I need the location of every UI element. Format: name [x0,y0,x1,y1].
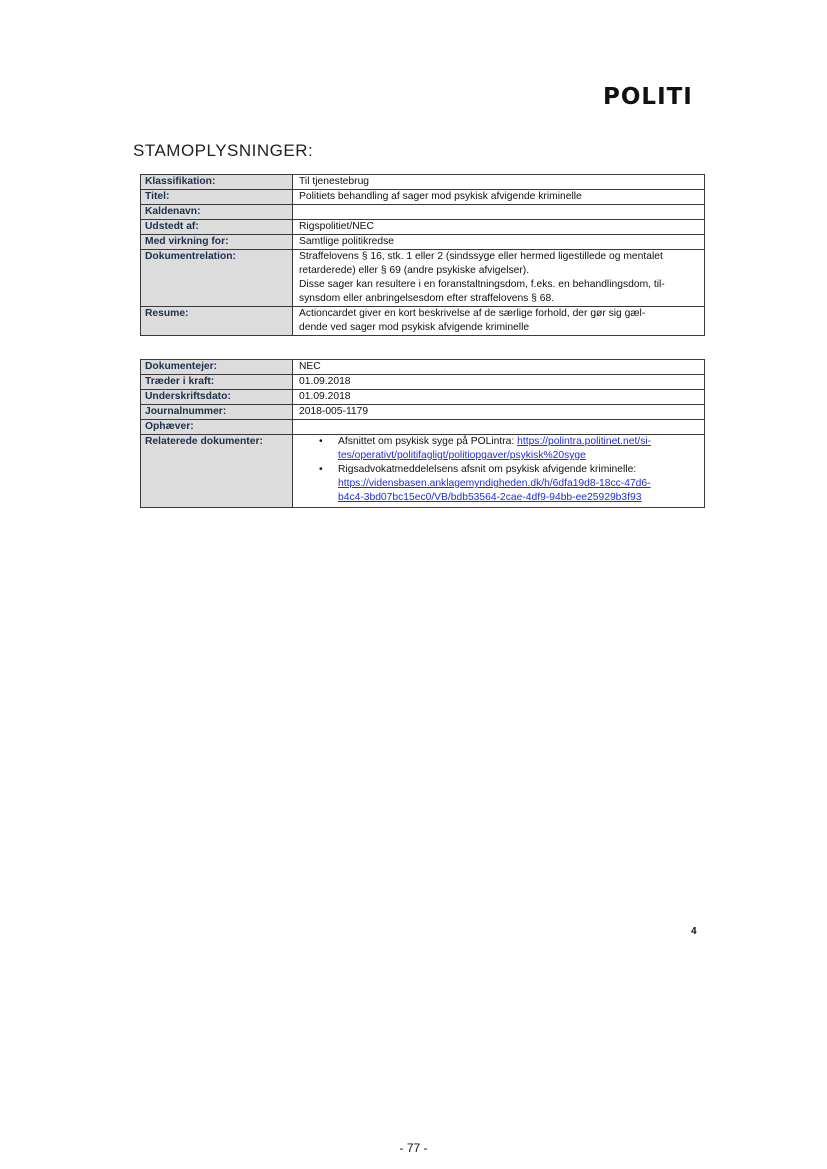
row-label: Klassifikation: [141,175,293,190]
text-line: Straffelovens § 16, stk. 1 eller 2 (sindssyge eller hermed ligestillede og mentalet [299,251,663,262]
table-row [141,175,705,190]
reference-text: Rigsadvokatmeddelelsens afsnit om psykisk afvigende kriminelle: [338,464,637,475]
table-row [141,390,705,405]
reference-text: Afsnittet om psykisk syge på POLintra: [338,436,518,447]
politi-logo: POLITI [603,84,693,110]
table-row [141,405,705,420]
document-meta-table [140,359,705,508]
row-value [293,205,705,220]
row-value: 01.09.2018 [293,375,705,390]
row-label: Dokumentejer: [141,360,293,375]
row-label: Dokumentrelation: [141,250,293,307]
row-label: Relaterede dokumenter: [141,435,293,508]
table-row [141,190,705,205]
row-value: Samtlige politikredse [293,235,705,250]
row-label: Udstedt af: [141,220,293,235]
table-row [141,420,705,435]
row-label: Ophæver: [141,420,293,435]
text-line: dende ved sager mod psykisk afvigende kriminelle [299,322,530,333]
table-row [141,375,705,390]
related-documents-list [299,435,698,507]
text-line: synsdom eller anbringelsesdom efter straffelovens § 68. [299,293,555,304]
text-line: Actioncardet giver en kort beskrivelse af de særlige forhold, der gør sig gæl- [299,308,646,319]
section-heading: STAMOPLYSNINGER: [133,141,314,160]
row-label: Kaldenavn: [141,205,293,220]
row-label: Resume: [141,307,293,336]
table-row [141,435,705,508]
page-number: 4 [691,926,697,937]
row-value: NEC [293,360,705,375]
row-value [293,420,705,435]
row-label: Titel: [141,190,293,205]
row-value: 01.09.2018 [293,390,705,405]
bullet-icon: • [319,464,323,475]
vidensbasen-link-continued[interactable]: b4c4-3bd07bc15ec0/VB/bdb53564-2cae-4df9-94bb-ee25929b3f93 [338,492,642,503]
row-value [293,307,705,336]
row-value: Til tjenestebrug [293,175,705,190]
bullet-icon: • [319,436,323,447]
row-value: Politiets behandling af sager mod psykisk afvigende kriminelle [293,190,705,205]
table-row [141,250,705,307]
row-label: Træder i kraft: [141,375,293,390]
row-label: Journalnummer: [141,405,293,420]
row-value [293,435,705,508]
table-row [141,307,705,336]
text-line: Disse sager kan resultere i en foranstaltningsdom, f.eks. en behandlingsdom, til- [299,279,665,290]
row-label: Underskriftsdato: [141,390,293,405]
row-value: 2018-005-1179 [293,405,705,420]
row-label: Med virkning for: [141,235,293,250]
table-row [141,360,705,375]
list-item [299,435,698,463]
master-data-table [140,174,705,336]
polintra-link[interactable]: https://polintra.politinet.net/si- [517,436,652,447]
row-value: Rigspolitiet/NEC [293,220,705,235]
footer-page-number: - 77 - [399,1141,428,1155]
table-row [141,235,705,250]
text-line: retarderede) eller § 69 (andre psykiske afvigelser). [299,265,530,276]
table-row [141,220,705,235]
polintra-link-continued[interactable]: tes/operativt/politifagligt/politiopgaver/psykisk%20syge [338,450,586,461]
list-item [299,463,698,505]
row-value [293,250,705,307]
table-row [141,205,705,220]
vidensbasen-link[interactable]: https://vidensbasen.anklagemyndigheden.dk/h/6dfa19d8-18cc-47d6- [338,478,651,489]
